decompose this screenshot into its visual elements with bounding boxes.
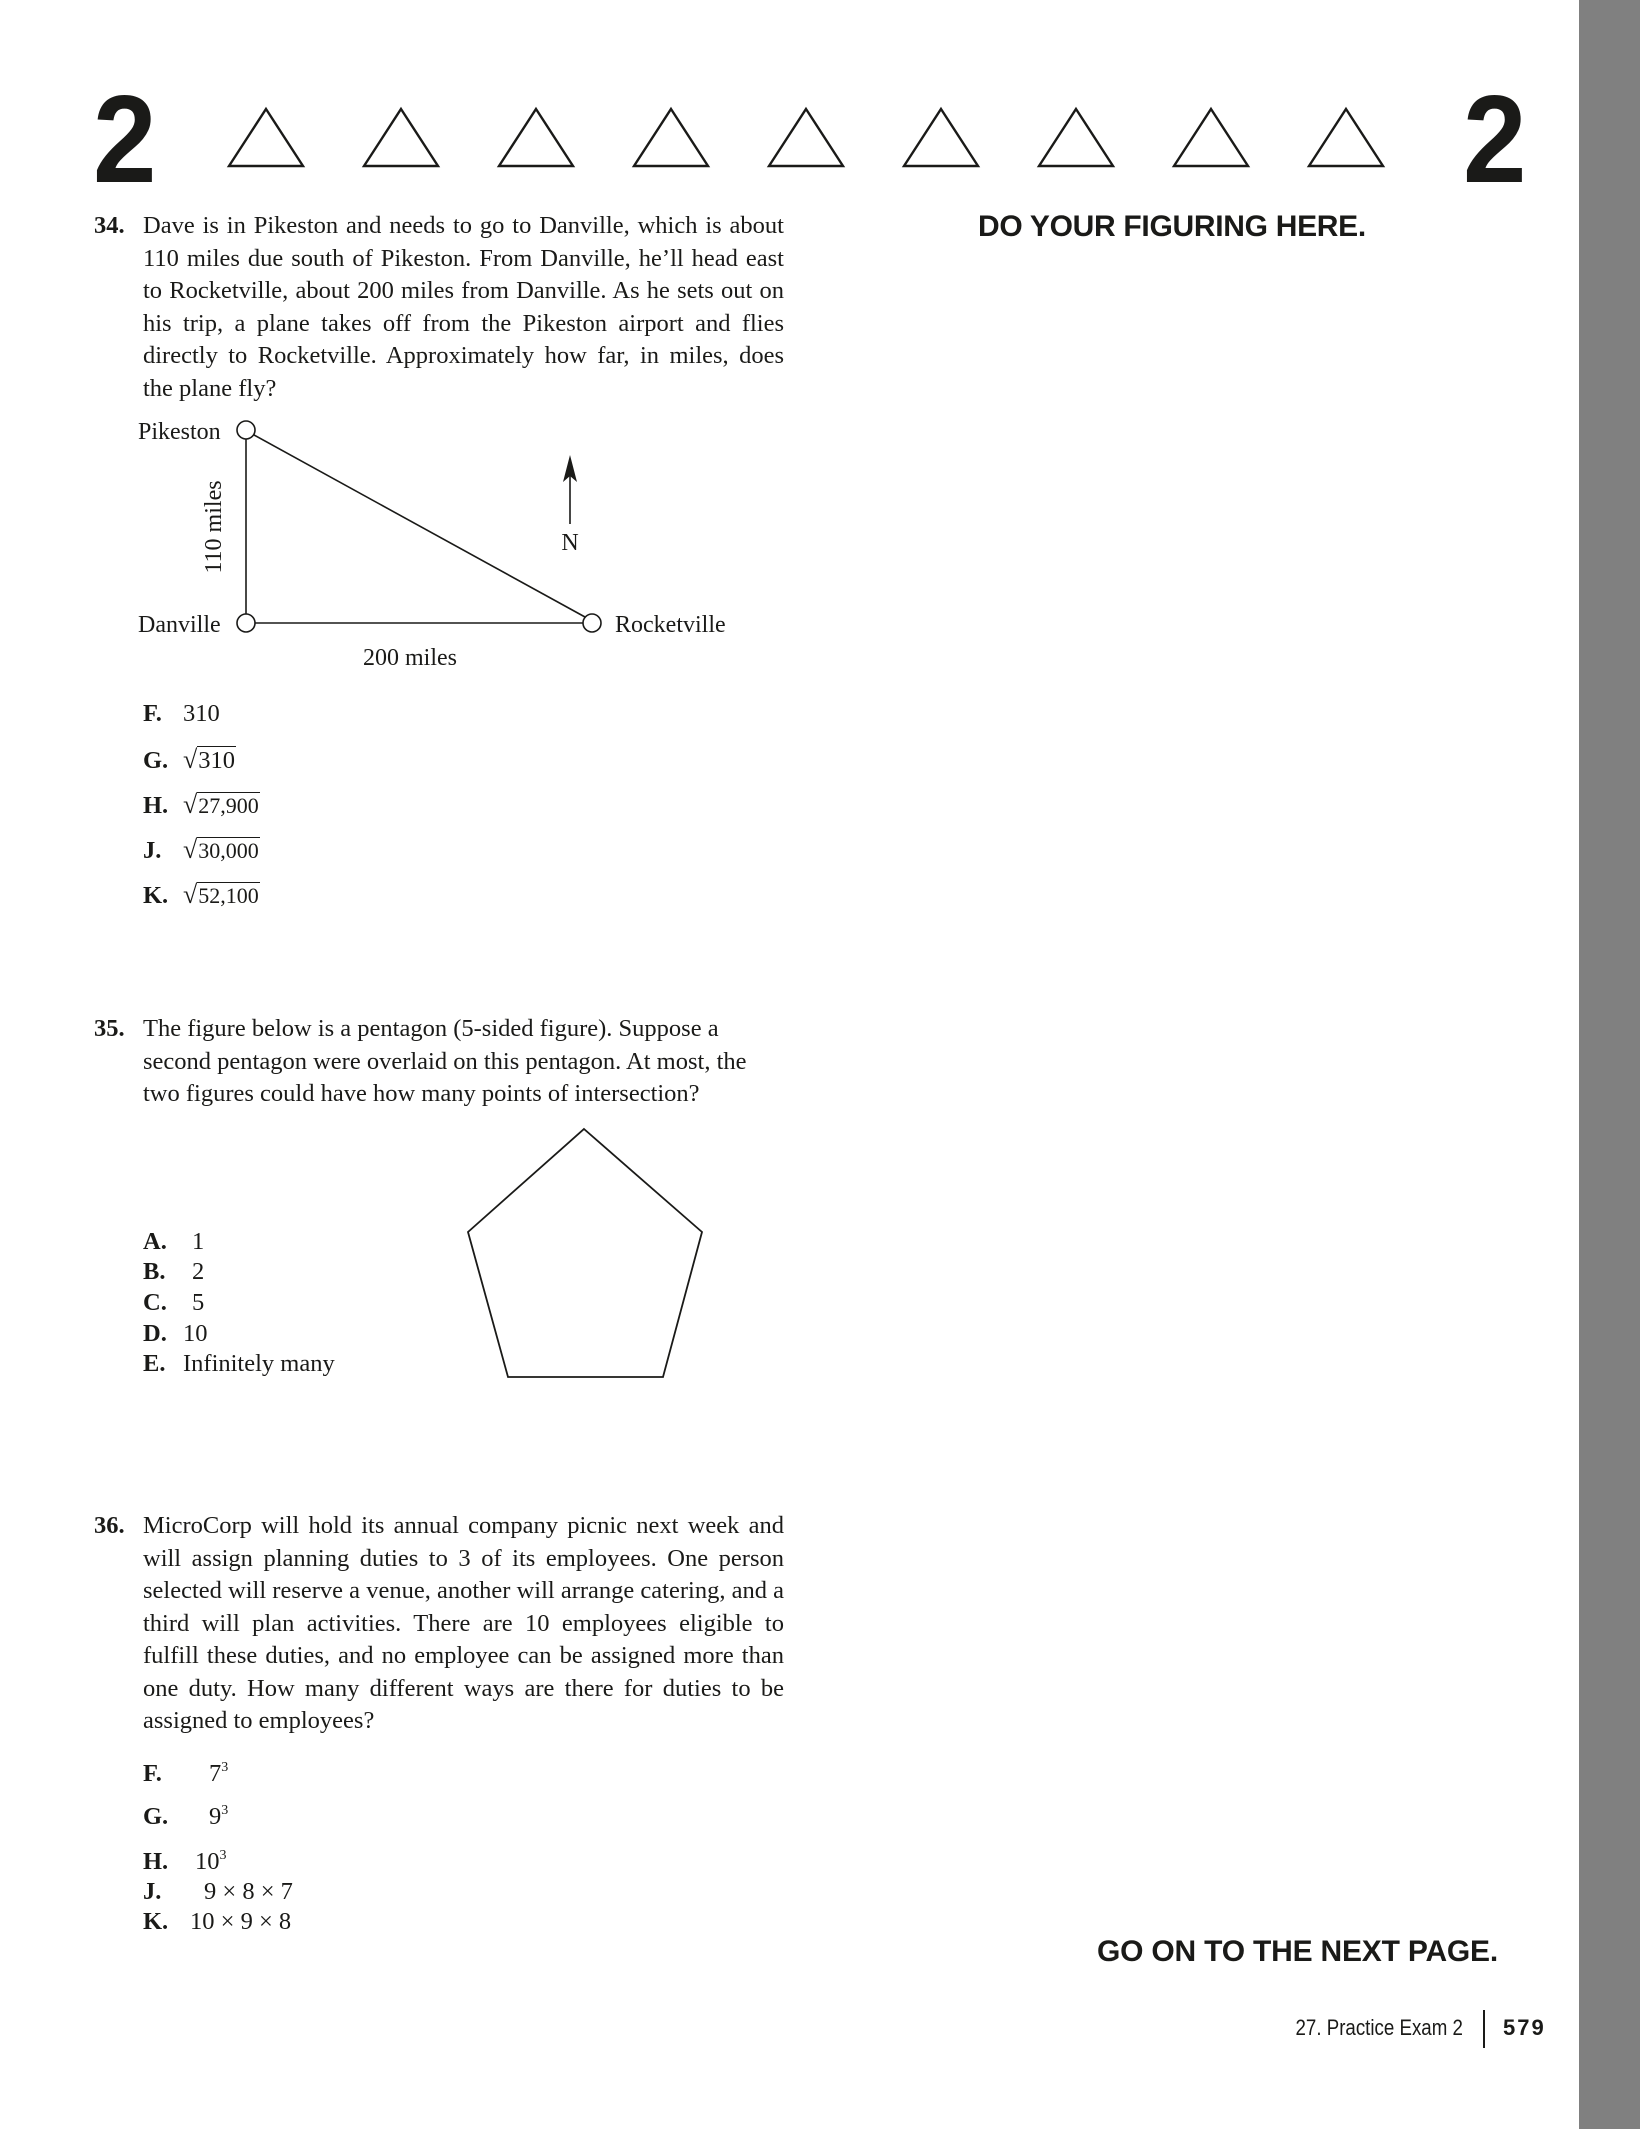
- triangle-row: [0, 100, 1640, 180]
- option-g[interactable]: G. $9^3$: [143, 1803, 229, 1830]
- pentagon-figure: [0, 1100, 800, 1400]
- page-edge-tab: [1579, 0, 1640, 2129]
- go-on-next-page-label: GO ON TO THE NEXT PAGE.: [1097, 1935, 1499, 1968]
- footer-divider: [1483, 2010, 1485, 2048]
- north-label: N: [561, 530, 579, 556]
- danville-label: Danville: [138, 612, 221, 638]
- pentagon-shape: [468, 1129, 702, 1377]
- triangle-icon: [634, 109, 708, 166]
- option-f[interactable]: F. 310: [143, 700, 220, 727]
- option-h[interactable]: H. $10^3$: [143, 1848, 227, 1875]
- section-number-left: 2: [93, 71, 157, 209]
- option-j[interactable]: J. √30,000: [143, 835, 259, 864]
- triangle-icon: [364, 109, 438, 166]
- square-root: √310: [183, 745, 236, 774]
- option-d[interactable]: D. 10: [143, 1320, 208, 1347]
- option-g[interactable]: G. √310: [143, 745, 236, 774]
- question-36: [94, 1510, 784, 1738]
- question-35: [94, 1013, 774, 1111]
- option-k[interactable]: K. 10 × 9 × 8: [143, 1908, 292, 1935]
- question-text: MicroCorp will hold its annual company picnic next week and will assign planning duties to 3 of its employees. One person selected will reserve a venue, another will arrange catering, and a third will plan activities. There are 10 employees eligible to fulfill these duties, and no employee can be assigned more than one duty. How many different ways are there for duties to be assigned to employees?: [143, 1512, 784, 1734]
- triangle-icon: [499, 109, 573, 166]
- rocketville-label: Rocketville: [615, 612, 726, 638]
- option-b[interactable]: B. 2: [143, 1258, 205, 1285]
- horizontal-distance-label: 200 miles: [363, 645, 457, 671]
- rocketville-point: [583, 614, 601, 632]
- north-arrow-icon: [563, 455, 577, 524]
- option-k[interactable]: K. √52,100: [143, 880, 259, 909]
- option-f[interactable]: F. $7^3$: [143, 1760, 229, 1787]
- triangle-icon: [1309, 109, 1383, 166]
- question-number: 36.: [94, 1512, 125, 1539]
- triangle-icon: [1039, 109, 1113, 166]
- square-root: √52,100: [183, 880, 259, 909]
- pikeston-label: Pikeston: [138, 419, 221, 445]
- triangle-icon: [904, 109, 978, 166]
- vertical-distance-label: 110 miles: [201, 480, 227, 574]
- section-number-right: 2: [1463, 71, 1527, 209]
- option-a[interactable]: A. 1: [143, 1228, 205, 1255]
- question-number: 35.: [94, 1015, 125, 1042]
- triangle-icon: [1174, 109, 1248, 166]
- triangle-icon: [769, 109, 843, 166]
- option-j[interactable]: J. 9 × 8 × 7: [143, 1878, 293, 1905]
- figuring-label: DO YOUR FIGURING HERE.: [978, 210, 1366, 243]
- pikeston-rocketville-edge: [254, 435, 585, 617]
- danville-point: [237, 614, 255, 632]
- question-text: The figure below is a pentagon (5-sided figure). Suppose a second pentagon were overlaid on this pentagon. At most, the two figures could have how many points of intersection?: [143, 1015, 747, 1107]
- question-number: 34.: [94, 212, 125, 239]
- page-number: 579: [1503, 2015, 1546, 2040]
- question-34: [94, 210, 784, 405]
- footer-chapter-label: 27. Practice Exam 2: [1295, 2015, 1463, 2040]
- pikeston-point: [237, 421, 255, 439]
- option-h[interactable]: H. √27,900: [143, 790, 259, 819]
- triangle-map-diagram: [0, 400, 800, 690]
- triangle-icon: [229, 109, 303, 166]
- option-c[interactable]: C. 5: [143, 1289, 205, 1316]
- question-text: Dave is in Pikeston and needs to go to Danville, which is about 110 miles due south of Pikeston. From Danville, he’ll head east to Rocketville, about 200 miles from Danville. As he sets out on his trip, a plane takes off from the Pikeston airport and flies directly to Rocketville. Approximately how far, in miles, does the plane fly?: [143, 212, 784, 402]
- square-root: √27,900: [183, 790, 259, 819]
- option-e[interactable]: E. Infinitely many: [143, 1350, 335, 1377]
- square-root: √30,000: [183, 835, 259, 864]
